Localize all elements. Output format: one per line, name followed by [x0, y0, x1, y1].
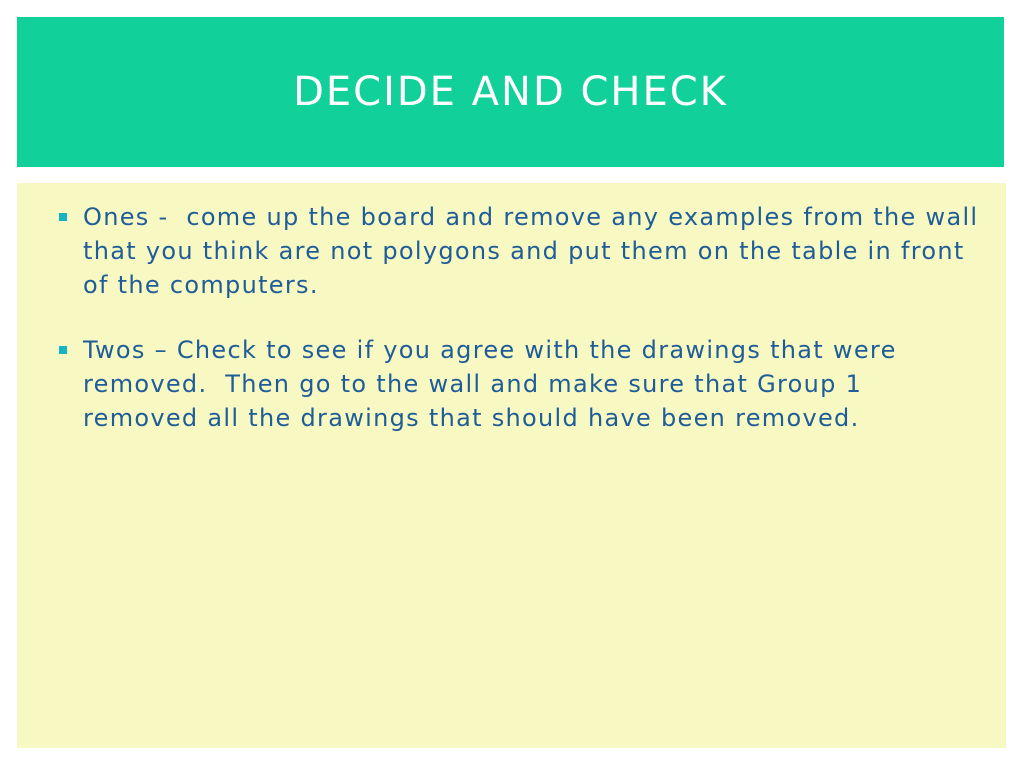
bullet-item-ones: [59, 201, 988, 302]
slide-title: DECIDE AND CHECK: [293, 69, 728, 115]
content-panel: [17, 183, 1006, 748]
bullet-text: Ones - come up the board and remove any examples from the wall that you think are not polygons and put them on the table in front of the computers.: [83, 203, 988, 299]
bullet-item-twos: [59, 334, 979, 435]
title-band: [17, 17, 1004, 167]
bullet-list: [59, 201, 988, 467]
square-bullet-icon: [59, 346, 67, 354]
bullet-text: Twos – Check to see if you agree with the drawings that were removed. Then go to the wall and make sure that Group 1 removed all the drawings that should have been removed.: [83, 336, 906, 432]
square-bullet-icon: [59, 213, 67, 221]
